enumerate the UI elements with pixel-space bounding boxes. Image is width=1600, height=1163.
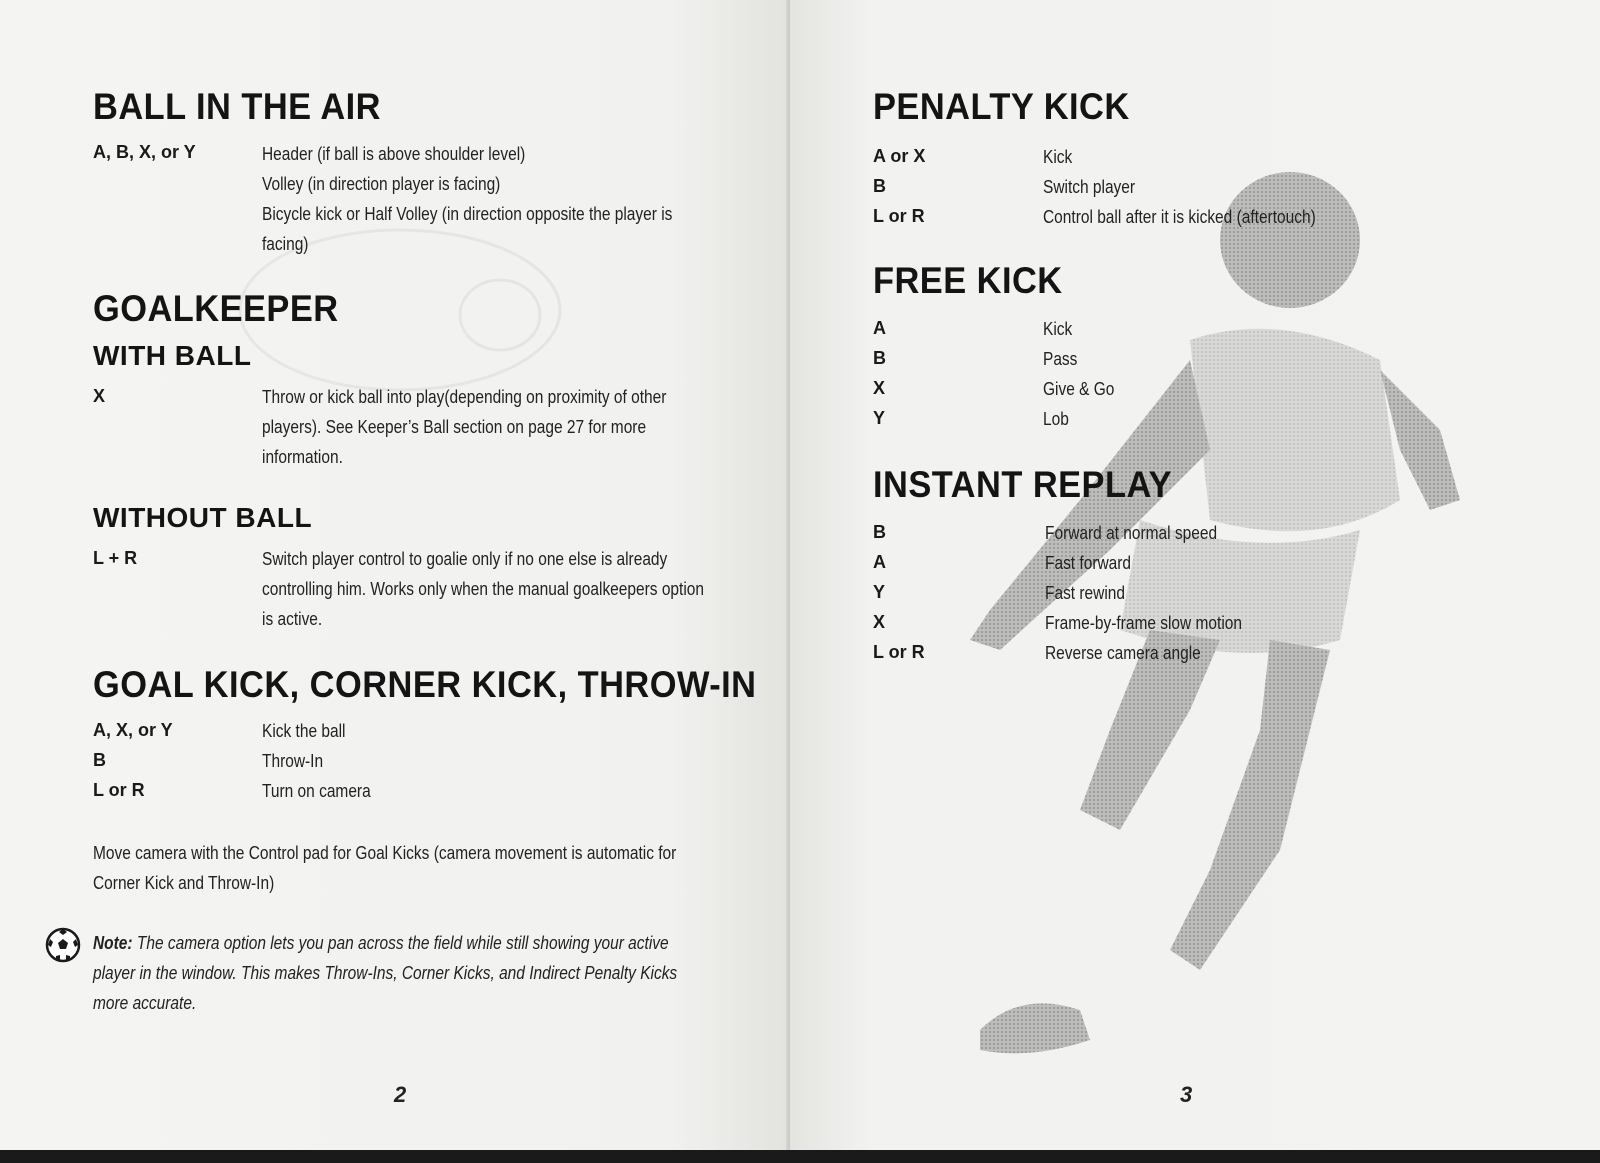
section-title-ball-in-air: BALL IN THE AIR xyxy=(93,86,381,127)
note-block xyxy=(93,928,712,1018)
control-description: Give & Go xyxy=(1043,379,1115,399)
control-description: Switch player xyxy=(1043,177,1136,197)
control-description: Fast rewind xyxy=(1045,583,1126,603)
button-key: L or R xyxy=(873,642,925,662)
section-title-instant-replay: INSTANT REPLAY xyxy=(873,464,1173,505)
button-key: X xyxy=(873,612,886,632)
button-key: X xyxy=(873,378,886,398)
control-description: Turn on camera xyxy=(262,781,371,801)
note-text: The camera option lets you pan across the field while still showing your active player in the window. This makes Throw-Ins, Corner Kicks, and Indirect Penalty Kicks more accurate. xyxy=(93,933,678,1013)
note-label: Note: xyxy=(93,933,133,953)
section-title-penalty-kick: PENALTY KICK xyxy=(873,86,1130,127)
control-description: Kick xyxy=(1043,147,1073,167)
control-description: Throw-In xyxy=(262,751,324,771)
control-description: Control ball after it is kicked (aftertouch) xyxy=(1043,207,1316,227)
control-description: Volley (in direction player is facing) xyxy=(262,174,501,194)
subsection-title-without-ball: WITHOUT BALL xyxy=(93,502,313,533)
subsection-title-with-ball: WITH BALL xyxy=(93,340,252,371)
page-number: 2 xyxy=(394,1082,407,1107)
control-description: Header (if ball is above shoulder level) xyxy=(262,144,526,164)
button-key: L or R xyxy=(93,780,145,800)
section-title-goalkeeper: GOALKEEPER xyxy=(93,288,339,329)
button-key: A xyxy=(873,552,886,572)
page-number: 3 xyxy=(1180,1082,1193,1107)
button-key: B xyxy=(93,750,106,770)
button-key: A, B, X, or Y xyxy=(93,142,196,162)
button-key: Y xyxy=(873,582,886,602)
control-description: Reverse camera angle xyxy=(1045,643,1201,663)
camera-paragraph: Move camera with the Control pad for Goal Kicks (camera movement is automatic for Corner Kick and Throw-In) xyxy=(93,843,677,893)
control-description: Fast forward xyxy=(1045,553,1132,573)
button-key: A xyxy=(873,318,886,338)
button-key: Y xyxy=(873,408,886,428)
control-description: Forward at normal speed xyxy=(1045,523,1218,543)
control-description: Throw or kick ball into play(depending on proximity of other players). See Keeper’s Ball section on page 27 for more information. xyxy=(262,387,667,467)
button-key: B xyxy=(873,176,886,196)
button-key: A, X, or Y xyxy=(93,720,173,740)
control-description: Switch player control to goalie only if no one else is already controlling him. Works only when the manual goalkeepers option is active. xyxy=(262,549,704,629)
soccer-ball-icon xyxy=(45,927,81,963)
control-description: Frame-by-frame slow motion xyxy=(1045,613,1242,633)
control-description: Lob xyxy=(1043,409,1069,429)
control-description: Kick the ball xyxy=(262,721,346,741)
button-key: L or R xyxy=(873,206,925,226)
section-title-free-kick: FREE KICK xyxy=(873,260,1063,301)
button-key: L + R xyxy=(93,548,138,568)
button-key: A or X xyxy=(873,146,926,166)
control-description: Bicycle kick or Half Volley (in direction opposite the player is facing) xyxy=(262,204,673,254)
button-key: X xyxy=(93,386,106,406)
left-page xyxy=(0,0,790,1150)
button-key: B xyxy=(873,348,886,368)
control-description: Pass xyxy=(1043,349,1078,369)
section-title-goal-kick: GOAL KICK, CORNER KICK, THROW-IN xyxy=(93,664,757,705)
button-key: B xyxy=(873,522,886,542)
control-description: Kick xyxy=(1043,319,1073,339)
